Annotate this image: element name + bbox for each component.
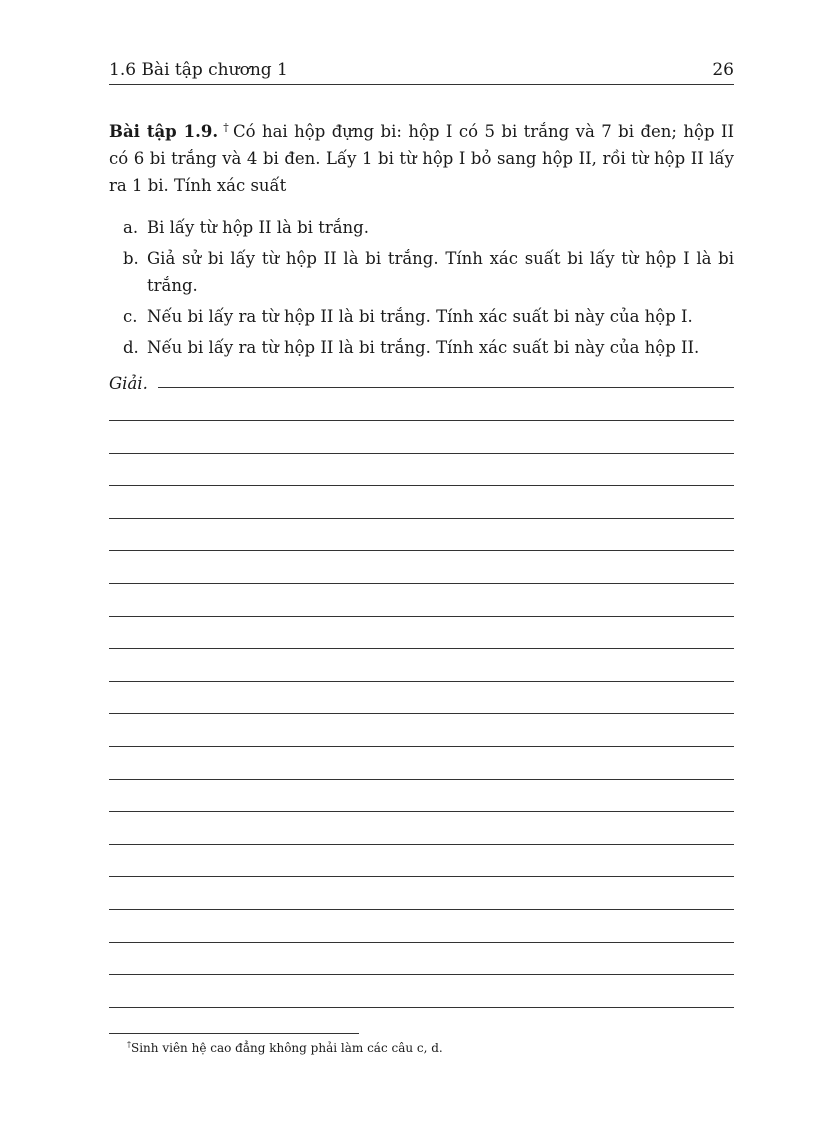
footnote-rule: [109, 1033, 359, 1034]
problem-text: Có hai hộp đựng bi: hộp I có 5 bi trắng và 7 bi đen; hộp II có 6 bi trắng và 4 bi đen. Lấy 1 bi từ hộp I bỏ sang hộp II, rồi từ hộp II lấy ra 1 bi. Tính xác suất: [109, 122, 734, 195]
part-item: [109, 303, 734, 330]
answer-line[interactable]: [109, 420, 734, 421]
answer-line[interactable]: [109, 844, 734, 845]
answer-line[interactable]: [109, 648, 734, 649]
answer-line[interactable]: [109, 779, 734, 780]
part-marker: d.: [123, 338, 139, 357]
answer-line[interactable]: [109, 876, 734, 877]
running-header: [109, 58, 734, 82]
footnote-text: Sinh viên hệ cao đẳng không phải làm các câu c, d.: [131, 1041, 443, 1055]
part-marker: a.: [123, 218, 139, 237]
part-item: [109, 334, 734, 361]
problem-statement: [109, 118, 734, 199]
answer-line[interactable]: [109, 811, 734, 812]
section-title: 1.6 Bài tập chương 1: [109, 60, 288, 80]
part-marker: b.: [123, 249, 139, 268]
answer-line[interactable]: [109, 746, 734, 747]
answer-line[interactable]: [109, 453, 734, 454]
answer-line[interactable]: [109, 942, 734, 943]
part-text: Nếu bi lấy ra từ hộp II là bi trắng. Tính xác suất bi này của hộp I.: [147, 307, 693, 326]
part-text: Bi lấy từ hộp II là bi trắng.: [147, 218, 369, 237]
footnote-mark: †: [127, 1040, 131, 1049]
problem-title: Bài tập 1.9.: [109, 122, 219, 141]
answer-line[interactable]: [109, 485, 734, 486]
answer-line[interactable]: [109, 681, 734, 682]
header-rule: [109, 84, 734, 85]
part-text: Giả sử bi lấy từ hộp II là bi trắng. Tính xác suất bi lấy từ hộp I là bi trắng.: [147, 249, 734, 295]
answer-line[interactable]: [158, 387, 734, 388]
page-number: 26: [712, 60, 734, 80]
answer-line[interactable]: [109, 713, 734, 714]
problem-parts: [109, 214, 734, 365]
answer-line[interactable]: [109, 550, 734, 551]
footnote: [127, 1040, 443, 1056]
answer-line[interactable]: [109, 909, 734, 910]
answer-line[interactable]: [109, 616, 734, 617]
footnote-dagger: †: [222, 120, 230, 134]
answer-line[interactable]: [109, 518, 734, 519]
part-marker: c.: [123, 307, 138, 326]
solution-label: Giải.: [109, 374, 148, 393]
part-item: [109, 214, 734, 241]
part-text: Nếu bi lấy ra từ hộp II là bi trắng. Tính xác suất bi này của hộp II.: [147, 338, 700, 357]
answer-line[interactable]: [109, 583, 734, 584]
answer-line[interactable]: [109, 974, 734, 975]
answer-lines: [109, 420, 734, 1039]
part-item: [109, 245, 734, 299]
answer-line[interactable]: [109, 1007, 734, 1008]
